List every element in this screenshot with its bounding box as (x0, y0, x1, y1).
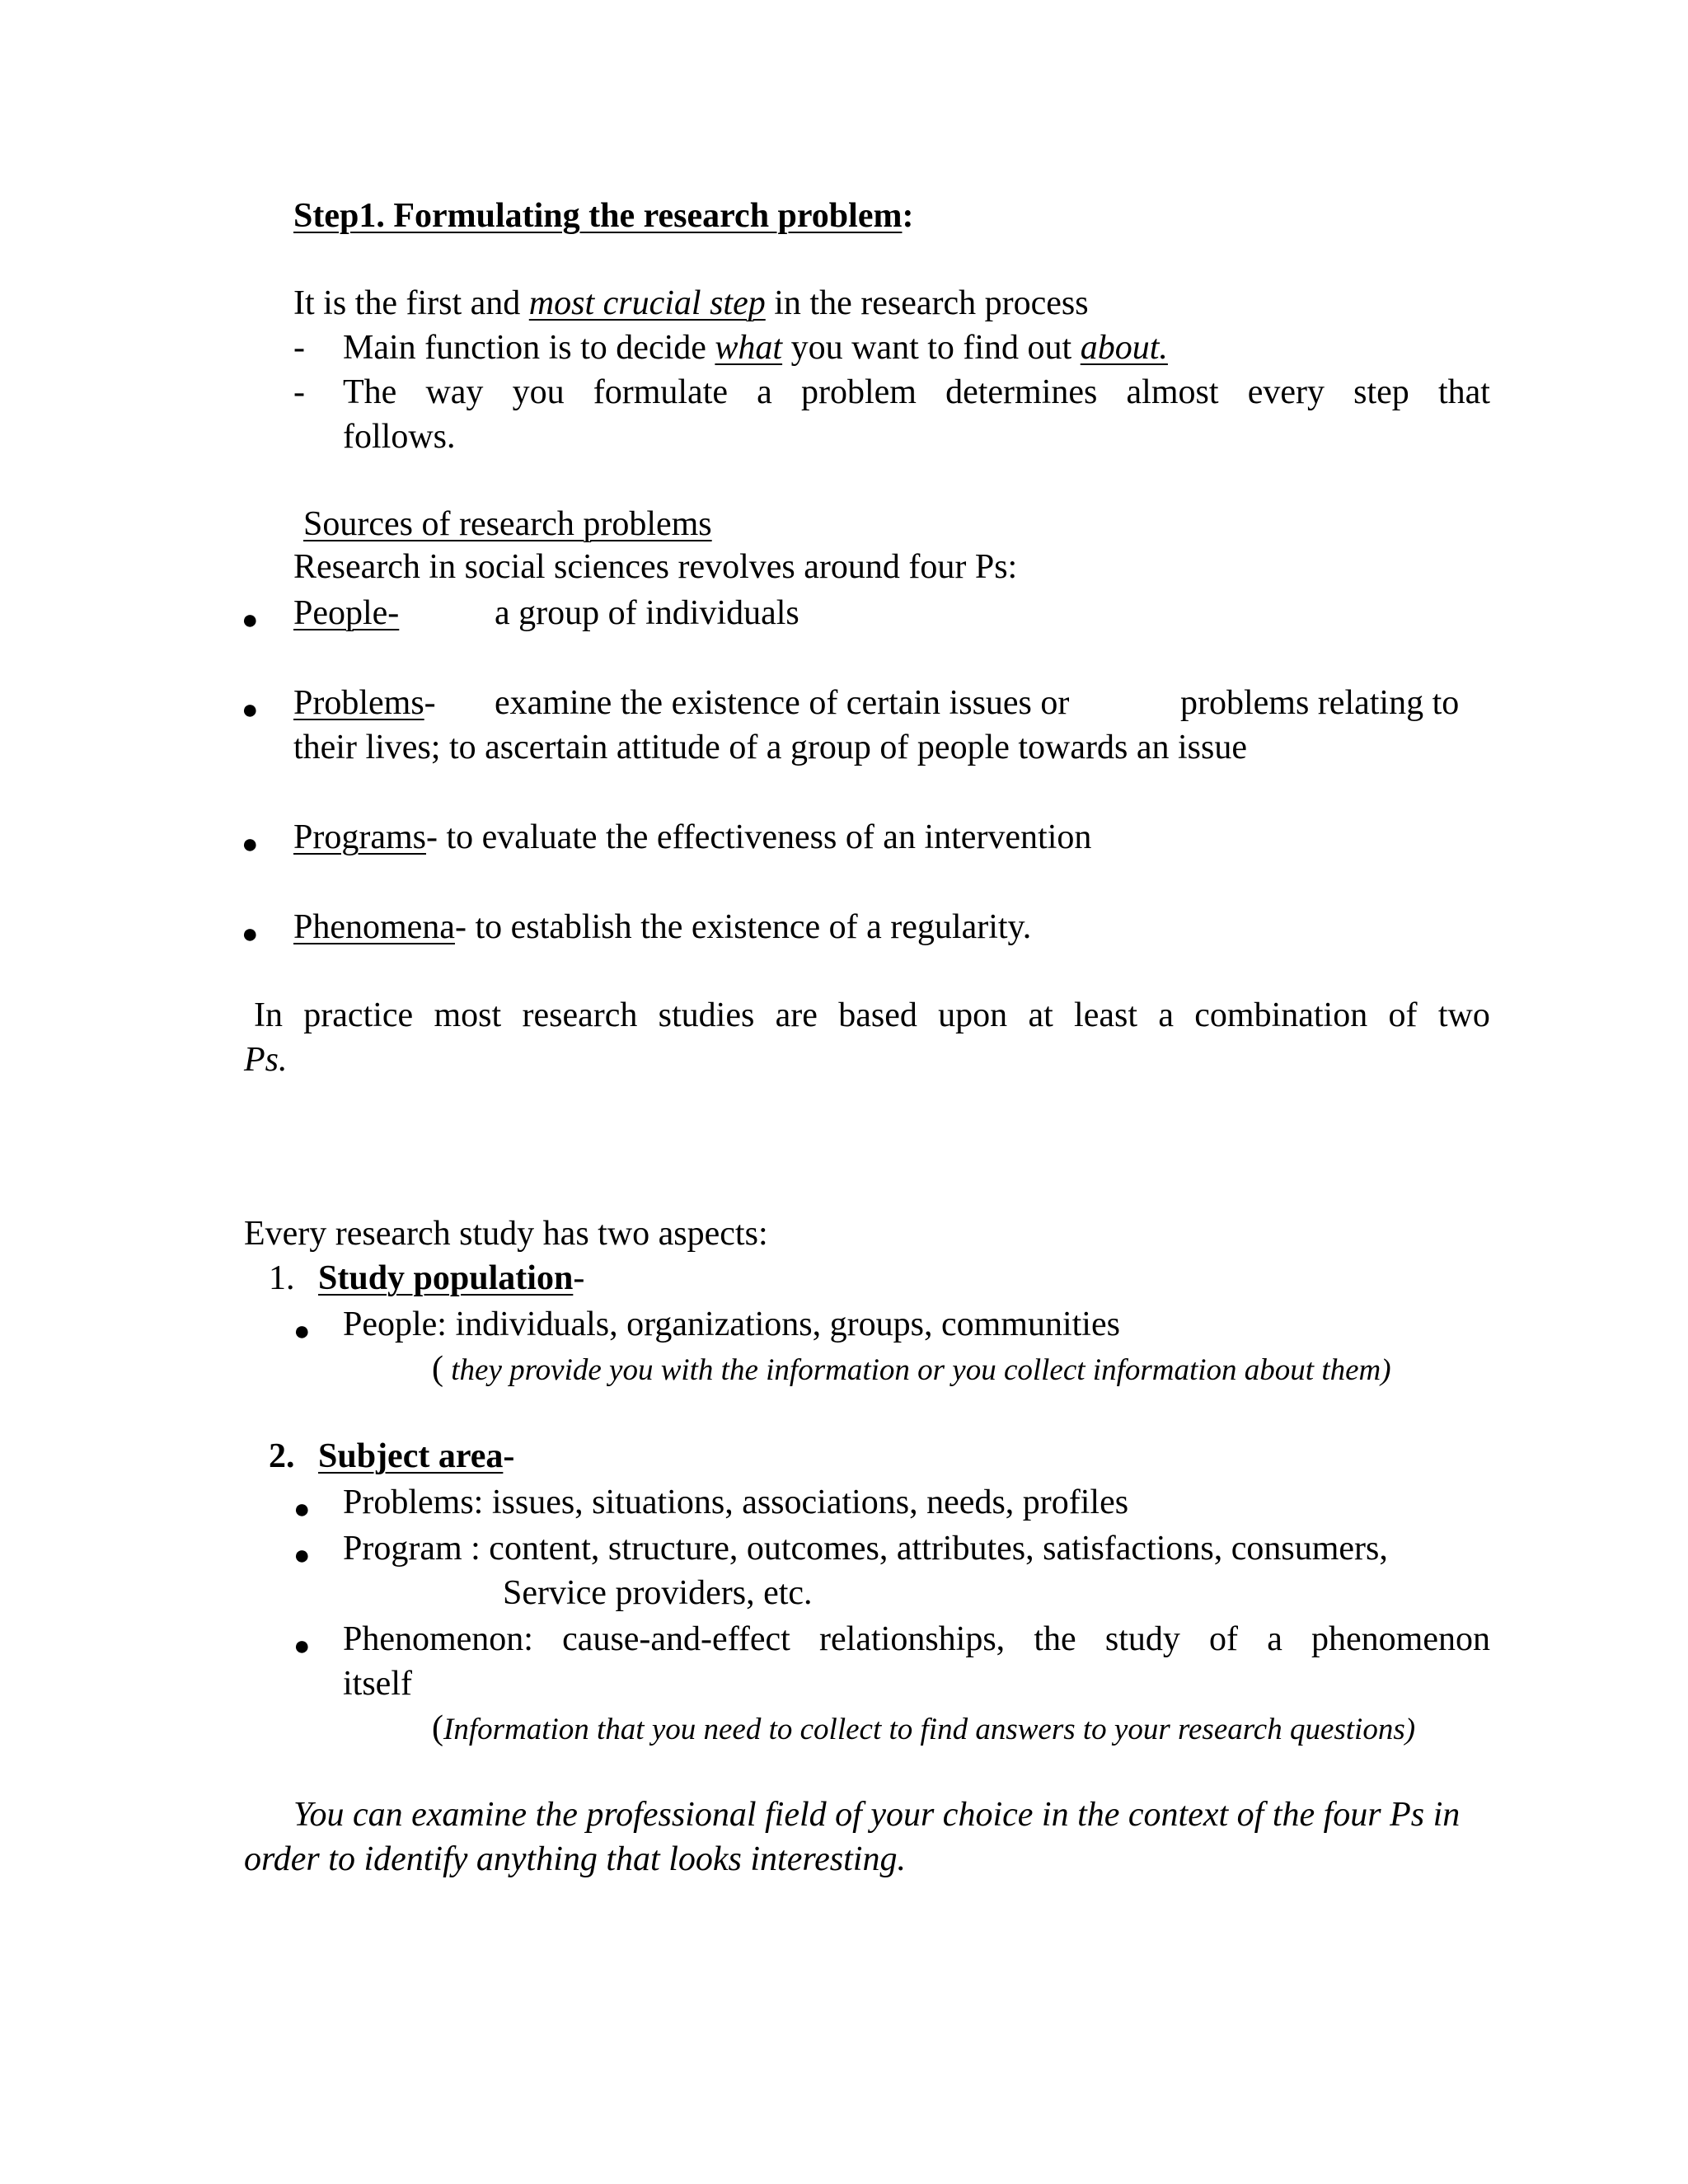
heading-text: Step1. Formulating the research problem (293, 197, 903, 235)
p-people-desc: a group of individuals (495, 594, 799, 632)
word: based (838, 996, 917, 1034)
word: The (343, 373, 397, 411)
aspect-2-heading (318, 1436, 514, 1476)
word: that (1437, 373, 1490, 411)
closing-line2: order to identify anything that looks interesting. (244, 1840, 906, 1878)
aspect-2-bullet-problems: Problems: issues, situations, associations, needs, profiles (343, 1483, 1129, 1521)
bullet-icon: ● (293, 1631, 311, 1661)
dash-item-continuation: follows. (343, 418, 456, 456)
word: you (512, 373, 565, 411)
aspect-1-heading (318, 1258, 584, 1298)
word: are (775, 996, 818, 1034)
dash-item-mid: you want to find out (782, 329, 1081, 367)
aspect-1-bullet: People: individuals, organizations, groups, communities (343, 1305, 1120, 1343)
word: determines (945, 373, 1098, 411)
word: studies (658, 996, 755, 1034)
aspect-1-note (432, 1349, 1391, 1389)
word: a (1158, 996, 1174, 1034)
aspect-2-dash: - (503, 1437, 515, 1475)
aspects-lead: Every research study has two aspects: (244, 1215, 768, 1253)
word: every (1247, 373, 1325, 411)
word: combination (1194, 996, 1368, 1034)
p-people (293, 593, 399, 633)
p-desc: - to establish the existence of a regularity. (454, 908, 1032, 946)
p-term: Problems (293, 684, 424, 722)
intro-post: in the research process (765, 284, 1089, 322)
word: step (1353, 373, 1409, 411)
note-text: they provide you with the information or you collect information about them) (443, 1353, 1391, 1387)
dash-item-function (343, 328, 1168, 368)
word: way (425, 373, 484, 411)
p-problems (293, 683, 436, 723)
p-problems-desc1: examine the existence of certain issues or (495, 684, 1070, 722)
word: problem (800, 373, 917, 411)
word: at (1028, 996, 1053, 1034)
word: research (522, 996, 638, 1034)
bullet-icon: ● (293, 1316, 311, 1347)
dash-marker: - (293, 329, 305, 367)
note-text: Information that you need to collect to find answers to your research questions) (443, 1713, 1416, 1746)
word: upon (938, 996, 1008, 1034)
dash-item-formulate (343, 373, 1490, 412)
p-term: People- (293, 594, 400, 632)
bullet-icon: ● (241, 605, 259, 635)
intro-emphasis: most crucial step (528, 284, 766, 322)
word: formulate (593, 373, 729, 411)
aspect-2-bullet-program: Program : content, structure, outcomes, attributes, satisfactions, consumers, (343, 1530, 1388, 1568)
word: practice (303, 996, 414, 1034)
aspect-1-number: 1. (269, 1259, 295, 1297)
note-paren: ( (432, 1350, 443, 1388)
word: most (434, 996, 502, 1034)
dash-item-em-what: what (715, 329, 783, 367)
word: almost (1126, 373, 1219, 411)
word: two (1437, 996, 1490, 1034)
word: a (757, 373, 772, 411)
bullet-icon: ● (241, 919, 259, 949)
word: In (254, 996, 283, 1034)
bullet-icon: ● (293, 1540, 311, 1571)
word: least (1074, 996, 1138, 1034)
intro-pre: It is the first and (293, 284, 529, 322)
sources-lead: Research in social sciences revolves around four Ps: (293, 548, 1018, 586)
p-term: Programs (293, 818, 426, 856)
p-dash: - (424, 684, 436, 722)
p-term: Phenomena (293, 908, 455, 946)
intro-line (293, 284, 1089, 323)
dash-item-pre: Main function is to decide (343, 329, 715, 367)
p-problems-desc2: problems relating to (1180, 684, 1460, 722)
bullet-icon: ● (241, 695, 259, 725)
aspect-2-program-cont: Service providers, etc. (503, 1574, 813, 1612)
p-desc: - to evaluate the effectiveness of an intervention (426, 818, 1092, 856)
p-phenomena (293, 907, 1031, 947)
sources-title: Sources of research problems (303, 505, 712, 543)
word: of (1388, 996, 1418, 1034)
practice-line2: Ps. (244, 1041, 288, 1079)
closing-line1: You can examine the professional field of your choice in the context of the four Ps in (293, 1796, 1461, 1834)
aspect-2-note (432, 1708, 1415, 1748)
page-title (293, 196, 913, 236)
p-programs (293, 818, 1091, 857)
aspect-2-number: 2. (269, 1437, 295, 1475)
aspect-1-dash: - (573, 1259, 585, 1297)
aspect-2-phenomenon-cont: itself (343, 1665, 412, 1703)
heading-colon: : (902, 197, 914, 235)
bullet-icon: ● (293, 1494, 311, 1525)
dash-item-em-about: about. (1080, 329, 1168, 367)
note-paren: ( (432, 1709, 443, 1747)
aspect-1-title: Study population (318, 1259, 574, 1297)
aspect-2-bullet-phenomenon: Phenomenon: cause-and-effect relationships, the study of a phenomenon (343, 1620, 1490, 1658)
dash-marker: - (293, 373, 305, 411)
aspect-2-title: Subject area (318, 1437, 504, 1475)
p-problems-line2: their lives; to ascertain attitude of a group of people towards an issue (293, 729, 1247, 766)
practice-line (254, 996, 1490, 1035)
bullet-icon: ● (241, 829, 259, 860)
